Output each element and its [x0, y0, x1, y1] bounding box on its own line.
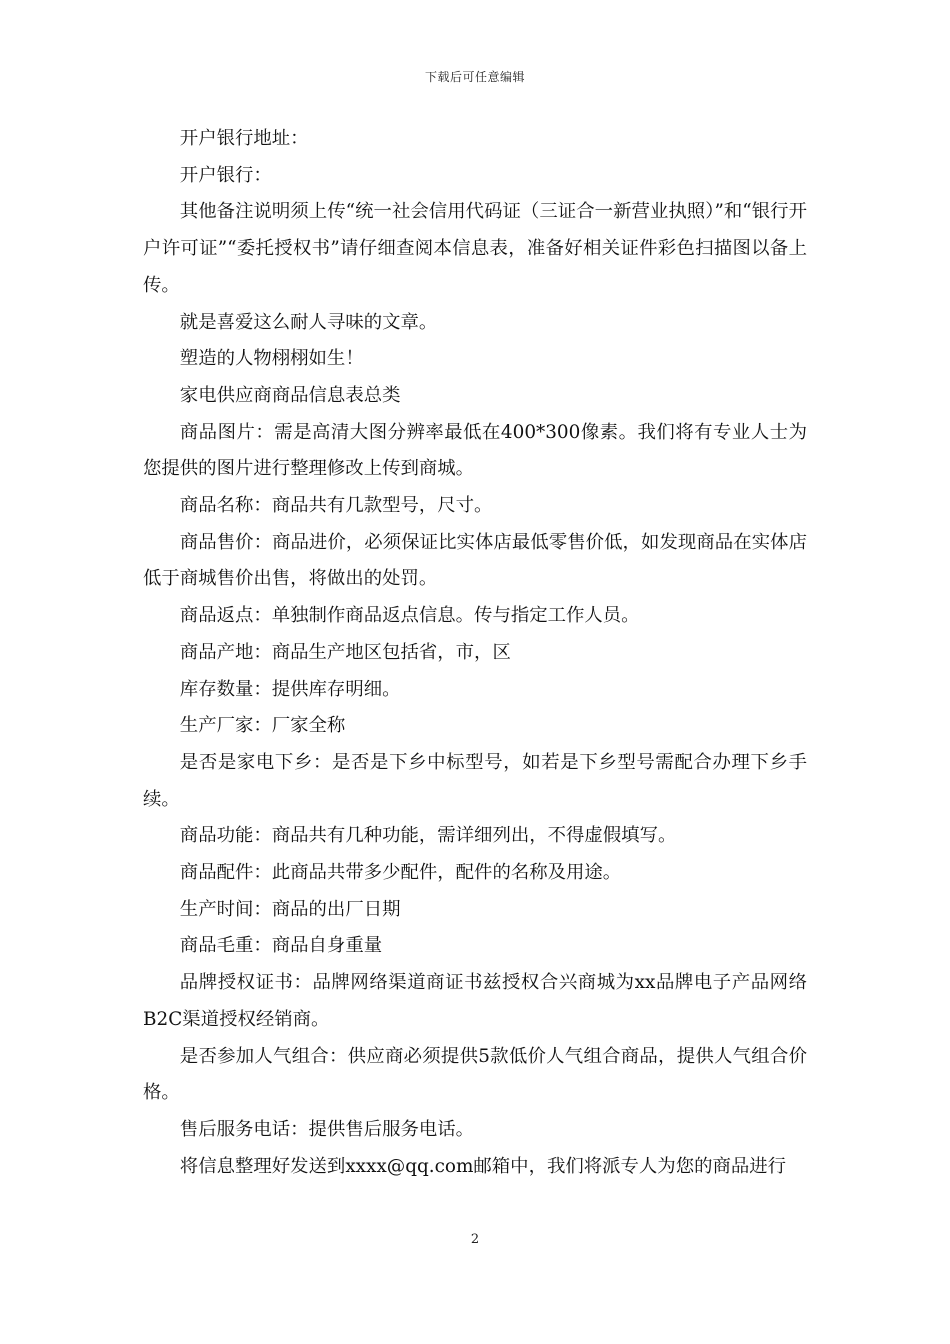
page-number: 2 [470, 1232, 480, 1247]
paragraph-brand-certificate: 品牌授权证书：品牌网络渠道商证书兹授权合兴商城为xx品牌电子产品网络B2C渠道授权经销商。 [143, 972, 807, 1030]
paragraph-bank-address: 开户银行地址： [179, 128, 309, 149]
paragraph-product-accessories: 商品配件：此商品共带多少配件，配件的名称及用途。 [179, 862, 622, 884]
paragraph-product-rebate: 商品返点：单独制作商品返点信息。传与指定工作人员。 [179, 605, 640, 627]
paragraph-product-origin: 商品产地：商品生产地区包括省，市，区 [179, 641, 511, 663]
paragraph-product-image: 商品图片：需是高清大图分辨率最低在400*300像素。我们将有专业人士为您提供的图片进行整理修改上传到商城。 [143, 421, 807, 480]
paragraph-gross-weight: 商品毛重：商品自身重量 [179, 935, 383, 957]
paragraph-manufacturer: 生产厂家：厂家全称 [179, 715, 346, 737]
paragraph-product-price: 商品售价：商品进价，必须保证比实体店最低零售价低，如发现商品在实体店低于商城售价出售，将做出的处罚。 [143, 531, 807, 590]
section-title: 家电供应商商品信息表总类 [179, 384, 401, 406]
paragraph-stock: 库存数量：提供库存明细。 [179, 678, 401, 700]
paragraph-bank: 开户银行： [179, 164, 272, 186]
paragraph-product-function: 商品功能：商品共有几种功能，需详细列出，不得虚假填写。 [179, 825, 677, 847]
paragraph-product-name: 商品名称：商品共有几款型号，尺寸。 [179, 495, 493, 517]
paragraph-service-phone: 售后服务电话：提供售后服务电话。 [179, 1118, 475, 1140]
paragraph-rural-appliance: 是否是家电下乡：是否是下乡中标型号，如若是下乡型号需配合办理下乡手续。 [143, 751, 807, 810]
paragraph-send-info: 将信息整理好发送到xxxx@qq.com邮箱中，我们将派专人为您的商品进行 [179, 1155, 787, 1177]
paragraph-production-date: 生产时间：商品的出厂日期 [179, 898, 401, 920]
document-body [143, 121, 807, 1185]
page-header: 下载后可任意编辑 [424, 70, 525, 84]
paragraph-popular-combo: 是否参加人气组合：供应商必须提供5款低价人气组合商品，提供人气组合价格。 [143, 1045, 807, 1104]
paragraph-remarks: 其他备注说明须上传“统一社会信用代码证（三证合一新营业执照）”和“银行开户许可证”“委托授权书”请仔细查阅本信息表，准备好相关证件彩色扫描图以备上传。 [143, 201, 807, 296]
paragraph-comment-1: 就是喜爱这么耐人寻味的文章。 [179, 311, 438, 333]
paragraph-comment-2: 塑造的人物栩栩如生！ [179, 348, 364, 370]
